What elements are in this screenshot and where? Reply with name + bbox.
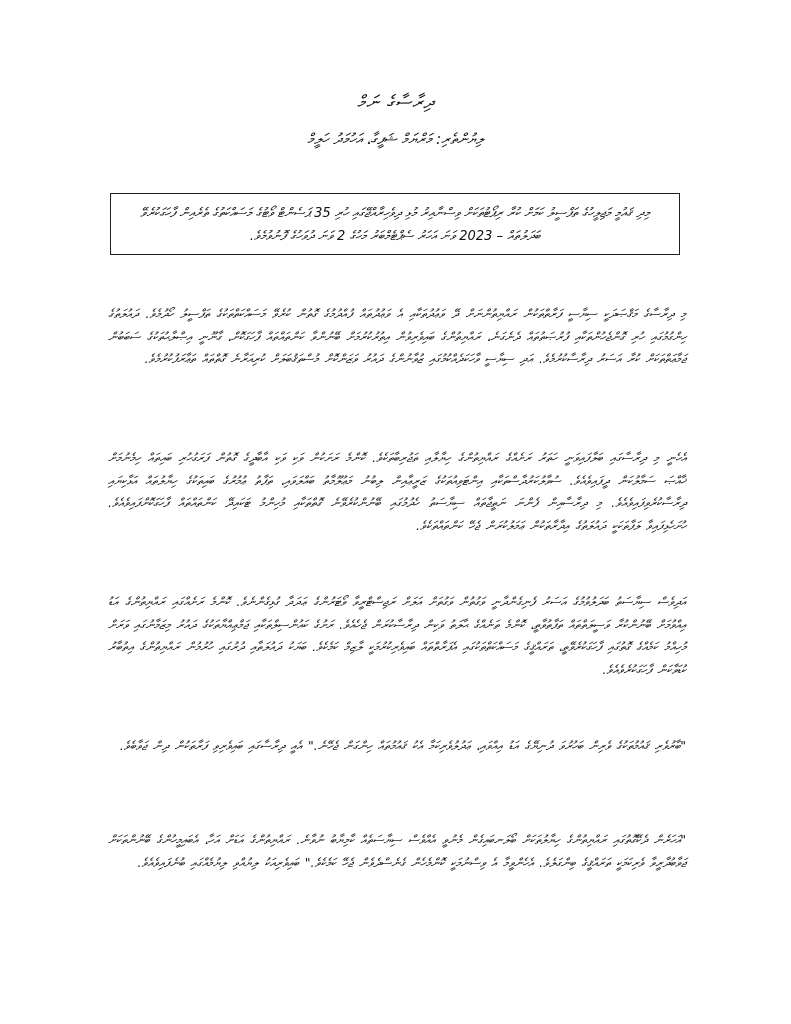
document-title: ދިރާސާގެ ނަމް <box>357 92 434 113</box>
paragraph-5-quote <box>108 829 686 874</box>
paragraph-5-text: "އަހަރެން ދެކޭގޮތުގައި ރައްޔިތުންގެ ހިޔާލުތަކަށް ބޯލަނބައިގެން މެނުވީ އެއްވެސް ސިޔާސަތެއް ކާމިޔާބު ނުވާނެ. ރައްޔިތުންގެ އަޑަށް އަހާ، އެބައިމީހުންގެ ބޭނުންތަކަށް ޖަވާބުދާރީވާ ވެރިކަމަކީ ތަރައްޤީގެ ބިންގަލެވެ. އެހެންވީމާ އެ ވިސްނުމަކީ ކޮންމެހެން ގެނެސްދެވެން ޖެހޭ ކަމެކެވެ." ބައިވެރިއަކު ލިޔުއްވި ލިޔުމެއްގައި ބުނެފައިވެއެވެ. <box>108 832 686 870</box>
paragraph-2 <box>108 447 686 537</box>
summary-text: މިދި ޤައުމީ މަޖިލީހުގެ ތަފްސީލު ކަމަށް ކުރާ ރިޕޯޓުތަކަށް ވިސްނާއިރު މުޅި ދިވެހިރާއްޖޭގައި ހުރި 35 ޕަސެންޓް ވޯޓުގެ މަސައްކަތުގެ ތެރެއިން ފާހަގަކުރެވޭ ބަދަލުތައް – 2023 ވަނަ އަހަރު ސެޕްޓެމްބަރު މަހުގެ 2 ވަނަ ދުވަހުގެ ފޮނުވުމެވެ. <box>140 206 650 244</box>
paragraph-4-text: "ބާރުވެރި ޤައުމުތަކުގެ ވެރިން ބަހުރުވަ ދުނިޔޭގެ އަޑު އިއްވައި، ޢަދުލުވެރިކަމާ އެކު ޤައުމުތައް ހިންގަން ޖެހޭނެ." އެއީ ދިރާސާގައި ބައިވެރިވި ފަރާތަކުން ދިން ޖަވާބެވެ. <box>119 738 686 753</box>
paragraph-3 <box>108 591 686 681</box>
document-byline: ލިޔުންތެރި: މަރްޔަމް ޝަފީގާ، އަހުމަދު ހަލީމް <box>307 130 484 148</box>
paragraph-1 <box>108 303 686 371</box>
paragraph-2-text: އެހެނީ މި ދިރާސާގައި ބަލާފައިވަނީ ހަތަރު ރަށެއްގެ ރައްޔިތުންގެ ހިޔާލާއި ތަޖުރިބާތަކެވެ. ކޮންމެ ރަށަކުން ވަކި ވަކި އާބާދީގެ ގޮތުން ފަރަގުހުރި ބައިތައް ހިމެނުމަށް ޚާއްޞަ ސަމާލުކަން ދީފައިވެއެވެ. ސުވާލުކަރުދާސްތަކާއި އިންޓަވިއުތަކުގެ ޒަރީޢާއިން ލިބުނު މަޢުލޫމާތު ބައްލަވައި، ތަފާތު ޢުމުރުގެ ބައިތަކުގެ ހިޔާލުތައް އަޅާކިޔައި ދިރާސާކުރެވިފައިވެއެވެ. މި ދިރާސާއިން ފެންނަ ނަތީޖާތައް ސިޔާސަތު ހެދުމުގައި ބޭނުންކުރެވޭނެ ގޮތްތަކާއި މުހިންމު ޓަކައިދޭ ކަންތައްތައް ފާހަގަކޮށްފައިވެއެވެ. ހުށަހެޅިފައިވާ ލަފާތަކަކީ ދައުލަތުގެ އިދާރާތަކުން ޢަމަލުކުރަން ޖެހޭ ކަންތައްތަކެވެ. <box>108 450 686 533</box>
paragraph-3-text: އަދިވެސް ސިޔާސަތު ބަދަލުވުމުގެ އަސަރު ފެނިގެންދާނީ ވަގުތުން ވަގުތަށް އަލަށް ރަޖިސްޓްރީވާ ވޯޓަރުންގެ ޢަދަދާ ގުޅިގެންނެވެ. ކޮންމެ ރަށެއްގައި ރައްޔިތުންގެ އަޑު އިއްވުމަށް ބޭނުންކުރާ ވަސީލަތްތައް ތަފާތުވާތީ، ކޮންމެ ތަނެއްގެ ޙާލަތު ވަކިން ދިރާސާކުރަން ޖެހެއެވެ. ރަށުގެ ކައުންސިލްތަކާއި ޖަމްޢިއްޔާތަކުގެ ދައުރު މިޒަމާނުގައި ވަރަށް މުހިއްމު ކަމެއްގެ ގޮތުގައި ފާހަގަކުރެވޭތީ، ތަރައްޤީގެ މަސައްކަތްތަކުގައި އެފަރާތްތައް ބައިވެރިކުރުމަކީ ލާޒިމް ކަމެކެވެ. ބަޔަކު ދައުލަތާއި ދުރުގައި ހުރުމުން ރައްޔިތުންގެ އިތުބާރު ކުޑަވާކަން ފާހަގަކުރެވެއެވެ. <box>108 594 686 677</box>
paragraph-1-text: މި ދިރާސާގެ މަޤްޞަދަކީ ސިޔާސީ ފަރާތްތަކުން ރައްޔިތުންނަށް ދޭ ވަޢުދުތަކާއި އެ ވަޢުދުތައް ފުއްދުމުގެ ގޮތުން ކުރެވޭ މަސައްކަތްތަކުގެ ތަފްސީލު ހޯދުމެވެ. ދައުލަތުގެ ހިންގުމުގައި ހުރި ގޮންޖެހުންތަކާއި ފުރުޞަތުތައް ދެނެގަނެ، ރައްޔިތުންގެ ބައިވެރިވުން އިތުރުކުރުމަށް ބޭނުންވާ ކަންތައްތައް ފާހަގަކޮށް، ގާނޫނީ އިޞްލާޙުތަކުގެ ސަބަބުން ޖަމާޢަތްތަކަށް ކުރާ އަސަރު ދިރާސާކުރުމެވެ. އަދި ސިޔާސީ ވާހަކަދެއްކުމުގައި ޒުވާނުންގެ ދައުރު ވަޒަންކޮށް މުސްތަޤުބަލަށް ކުރިއަރާނެ ގޮތްތައް ތަޢާރަފުކުރުމެވެ. <box>108 306 686 366</box>
paragraph-4-quote <box>108 735 686 758</box>
summary-box <box>110 193 680 255</box>
